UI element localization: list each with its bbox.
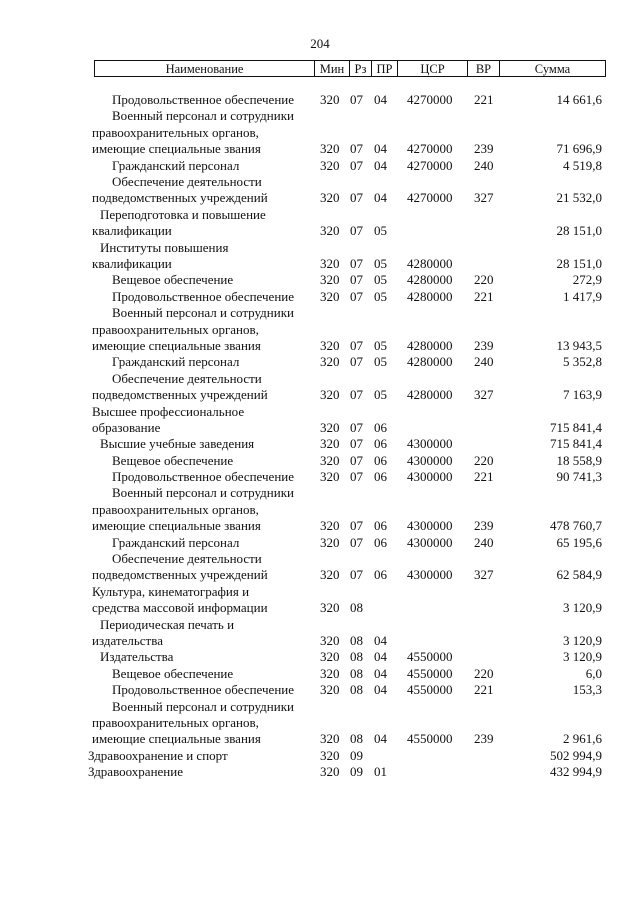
row-name-line: подведомственных учреждений xyxy=(92,387,268,403)
row-sum: 14 661,6 xyxy=(556,92,602,107)
row-csr: 4550000 xyxy=(407,682,453,698)
table-row xyxy=(0,174,640,207)
row-csr: 4550000 xyxy=(407,731,453,747)
row-sum: 715 841,4 xyxy=(550,436,602,452)
row-vr: 220 xyxy=(474,272,494,288)
row-sum: 90 741,3 xyxy=(556,469,602,485)
row-min: 320 xyxy=(320,157,340,173)
table-row xyxy=(0,682,640,698)
row-vr: 221 xyxy=(474,92,494,107)
row-rz: 07 xyxy=(350,567,363,583)
table-row xyxy=(0,551,640,584)
table-row xyxy=(0,289,640,305)
row-rz: 07 xyxy=(350,337,363,353)
row-min: 320 xyxy=(320,747,340,763)
row-min: 320 xyxy=(320,518,340,534)
row-vr: 221 xyxy=(474,469,494,485)
row-sum: 65 195,6 xyxy=(556,534,602,550)
row-name-line: образование xyxy=(92,419,161,435)
row-vr: 327 xyxy=(474,567,494,583)
header-csr: ЦСР xyxy=(397,61,467,76)
row-min: 320 xyxy=(320,255,340,271)
row-csr: 4300000 xyxy=(407,436,453,452)
row-sum: 1 417,9 xyxy=(563,288,602,304)
table-row xyxy=(0,617,640,650)
row-vr: 239 xyxy=(474,141,494,157)
row-name-line: имеющие специальные звания xyxy=(92,731,261,747)
row-sum: 6,0 xyxy=(585,665,602,681)
row-rz: 08 xyxy=(350,600,363,616)
row-vr: 221 xyxy=(474,682,494,698)
row-csr: 4550000 xyxy=(407,649,453,665)
row-min: 320 xyxy=(320,272,340,288)
row-csr: 4300000 xyxy=(407,534,453,550)
row-csr: 4300000 xyxy=(407,452,453,468)
row-min: 320 xyxy=(320,567,340,583)
row-csr: 4270000 xyxy=(407,92,453,107)
row-vr: 327 xyxy=(474,387,494,403)
row-vr: 239 xyxy=(474,518,494,534)
row-name-line: Высшие учебные заведения xyxy=(100,436,255,452)
table-row xyxy=(0,764,640,780)
row-name-line: Культура, кинематография и xyxy=(92,583,250,599)
row-name-line: Гражданский персонал xyxy=(112,157,240,173)
table-header xyxy=(94,60,606,77)
row-csr: 4280000 xyxy=(407,354,453,370)
row-pr: 05 xyxy=(374,387,387,403)
row-sum: 13 943,5 xyxy=(556,337,602,353)
table-row xyxy=(0,748,640,764)
row-pr: 05 xyxy=(374,288,387,304)
row-vr: 240 xyxy=(474,157,494,173)
row-min: 320 xyxy=(320,436,340,452)
row-name-line: имеющие специальные звания xyxy=(92,141,261,157)
row-sum: 62 584,9 xyxy=(556,567,602,583)
row-name-line: Гражданский персонал xyxy=(112,534,240,550)
row-name-line: Военный персонал и сотрудники xyxy=(112,305,294,321)
row-sum: 28 151,0 xyxy=(556,255,602,271)
row-rz: 07 xyxy=(350,419,363,435)
row-pr: 01 xyxy=(374,764,387,780)
row-sum: 3 120,9 xyxy=(563,600,602,616)
row-rz: 07 xyxy=(350,141,363,157)
row-pr: 04 xyxy=(374,190,387,206)
row-name-line: квалификации xyxy=(92,255,172,271)
row-min: 320 xyxy=(320,288,340,304)
row-min: 320 xyxy=(320,419,340,435)
row-name-line: Военный персонал и сотрудники xyxy=(112,485,294,501)
row-name-line: Здравоохранение xyxy=(88,764,183,780)
table-row xyxy=(0,699,640,748)
row-sum: 3 120,9 xyxy=(563,633,602,649)
row-csr: 4300000 xyxy=(407,518,453,534)
table-body xyxy=(0,92,640,781)
row-min: 320 xyxy=(320,633,340,649)
header-name: Наименование xyxy=(165,62,244,76)
row-pr: 06 xyxy=(374,567,387,583)
row-pr: 05 xyxy=(374,337,387,353)
row-pr: 04 xyxy=(374,141,387,157)
table-row xyxy=(0,305,640,354)
row-name-line: имеющие специальные звания xyxy=(92,518,261,534)
row-rz: 09 xyxy=(350,764,363,780)
row-name-line: Вещевое обеспечение xyxy=(112,452,234,468)
row-min: 320 xyxy=(320,141,340,157)
row-rz: 07 xyxy=(350,387,363,403)
row-rz: 08 xyxy=(350,649,363,665)
row-name-line: Высшее профессиональное xyxy=(92,403,245,419)
row-pr: 05 xyxy=(374,223,387,239)
row-min: 320 xyxy=(320,764,340,780)
row-rz: 08 xyxy=(350,633,363,649)
row-rz: 08 xyxy=(350,731,363,747)
table-row xyxy=(0,584,640,617)
row-name-line: Военный персонал и сотрудники xyxy=(112,108,294,124)
row-name-line: Вещевое обеспечение xyxy=(112,272,234,288)
row-csr: 4280000 xyxy=(407,288,453,304)
row-rz: 07 xyxy=(350,223,363,239)
row-rz: 07 xyxy=(350,157,363,173)
row-csr: 4270000 xyxy=(407,190,453,206)
row-pr: 04 xyxy=(374,682,387,698)
row-min: 320 xyxy=(320,223,340,239)
row-sum: 478 760,7 xyxy=(550,518,602,534)
row-name-line: издательства xyxy=(92,633,163,649)
header-vr: ВР xyxy=(467,61,499,76)
row-sum: 272,9 xyxy=(572,272,602,288)
row-name-line: Продовольственное обеспечение xyxy=(112,92,294,107)
row-csr: 4300000 xyxy=(407,567,453,583)
row-name-line: подведомственных учреждений xyxy=(92,567,268,583)
row-name-line: Здравоохранение и спорт xyxy=(88,747,228,763)
row-name-line: Издательства xyxy=(100,649,174,665)
row-vr: 239 xyxy=(474,731,494,747)
row-rz: 08 xyxy=(350,682,363,698)
row-pr: 04 xyxy=(374,92,387,107)
row-name-line: средства массовой информации xyxy=(92,600,268,616)
row-min: 320 xyxy=(320,190,340,206)
row-min: 320 xyxy=(320,452,340,468)
row-name-line: квалификации xyxy=(92,223,172,239)
row-name-line: правоохранительных органов, xyxy=(92,501,259,517)
row-sum: 18 558,9 xyxy=(556,452,602,468)
row-sum: 153,3 xyxy=(572,682,602,698)
table-row xyxy=(0,272,640,288)
table-row xyxy=(0,404,640,437)
row-sum: 502 994,9 xyxy=(550,747,602,763)
row-csr: 4270000 xyxy=(407,141,453,157)
row-rz: 07 xyxy=(350,354,363,370)
table-row xyxy=(0,371,640,404)
row-csr: 4300000 xyxy=(407,469,453,485)
row-csr: 4280000 xyxy=(407,272,453,288)
row-name-line: Военный персонал и сотрудники xyxy=(112,698,294,714)
row-sum: 4 519,8 xyxy=(563,157,602,173)
row-name-line: правоохранительных органов, xyxy=(92,715,259,731)
row-min: 320 xyxy=(320,469,340,485)
header-sum: Сумма xyxy=(499,61,605,76)
row-csr: 4550000 xyxy=(407,665,453,681)
row-name-line: Обеспечение деятельности xyxy=(112,370,262,386)
row-rz: 09 xyxy=(350,747,363,763)
row-rz: 07 xyxy=(350,190,363,206)
row-name-line: имеющие специальные звания xyxy=(92,337,261,353)
row-vr: 240 xyxy=(474,534,494,550)
row-sum: 21 532,0 xyxy=(556,190,602,206)
row-vr: 327 xyxy=(474,190,494,206)
table-row xyxy=(0,535,640,551)
row-min: 320 xyxy=(320,534,340,550)
row-vr: 220 xyxy=(474,452,494,468)
row-vr: 239 xyxy=(474,337,494,353)
row-sum: 7 163,9 xyxy=(563,387,602,403)
row-pr: 06 xyxy=(374,469,387,485)
row-name-line: правоохранительных органов, xyxy=(92,321,259,337)
header-min: Мин xyxy=(314,61,349,76)
row-csr: 4280000 xyxy=(407,387,453,403)
row-vr: 221 xyxy=(474,288,494,304)
row-min: 320 xyxy=(320,600,340,616)
table-row xyxy=(0,92,640,108)
row-name-line: Обеспечение деятельности xyxy=(112,173,262,189)
row-pr: 06 xyxy=(374,452,387,468)
row-rz: 07 xyxy=(350,518,363,534)
table-row xyxy=(0,469,640,485)
row-name-line: подведомственных учреждений xyxy=(92,190,268,206)
row-csr: 4280000 xyxy=(407,337,453,353)
table-row xyxy=(0,485,640,534)
row-min: 320 xyxy=(320,92,340,107)
row-pr: 05 xyxy=(374,272,387,288)
row-sum: 3 120,9 xyxy=(563,649,602,665)
table-row xyxy=(0,649,640,665)
row-pr: 05 xyxy=(374,354,387,370)
table-row xyxy=(0,207,640,240)
table-row xyxy=(0,240,640,273)
row-min: 320 xyxy=(320,354,340,370)
table-row xyxy=(0,666,640,682)
row-vr: 220 xyxy=(474,665,494,681)
row-name-line: Обеспечение деятельности xyxy=(112,551,262,567)
row-rz: 07 xyxy=(350,469,363,485)
row-pr: 06 xyxy=(374,534,387,550)
row-name-line: Продовольственное обеспечение xyxy=(112,288,294,304)
row-name-line: Переподготовка и повышение xyxy=(100,206,266,222)
row-name-line: Периодическая печать и xyxy=(100,616,235,632)
header-rz: Рз xyxy=(349,61,371,76)
row-min: 320 xyxy=(320,665,340,681)
row-name-line: правоохранительных органов, xyxy=(92,124,259,140)
row-name-line: Продовольственное обеспечение xyxy=(112,682,294,698)
row-pr: 04 xyxy=(374,649,387,665)
row-sum: 432 994,9 xyxy=(550,764,602,780)
row-sum: 715 841,4 xyxy=(550,419,602,435)
row-name-line: Институты повышения xyxy=(100,239,229,255)
page-number: 204 xyxy=(310,36,330,51)
row-pr: 06 xyxy=(374,518,387,534)
row-sum: 2 961,6 xyxy=(563,731,602,747)
row-pr: 06 xyxy=(374,436,387,452)
table-row xyxy=(0,354,640,370)
row-pr: 06 xyxy=(374,419,387,435)
row-rz: 07 xyxy=(350,534,363,550)
row-min: 320 xyxy=(320,731,340,747)
row-name-line: Вещевое обеспечение xyxy=(112,665,234,681)
row-vr: 240 xyxy=(474,354,494,370)
row-min: 320 xyxy=(320,337,340,353)
table-row xyxy=(0,158,640,174)
table-row xyxy=(0,436,640,452)
row-pr: 04 xyxy=(374,157,387,173)
row-sum: 5 352,8 xyxy=(563,354,602,370)
row-sum: 28 151,0 xyxy=(556,223,602,239)
row-pr: 04 xyxy=(374,633,387,649)
row-pr: 04 xyxy=(374,731,387,747)
row-sum: 71 696,9 xyxy=(556,141,602,157)
row-rz: 07 xyxy=(350,288,363,304)
row-pr: 04 xyxy=(374,665,387,681)
row-rz: 07 xyxy=(350,436,363,452)
row-min: 320 xyxy=(320,682,340,698)
header-pr: ПР xyxy=(371,61,397,76)
table-row xyxy=(0,453,640,469)
row-rz: 08 xyxy=(350,665,363,681)
row-rz: 07 xyxy=(350,272,363,288)
row-name-line: Продовольственное обеспечение xyxy=(112,469,294,485)
row-rz: 07 xyxy=(350,92,363,107)
row-rz: 07 xyxy=(350,452,363,468)
row-csr: 4280000 xyxy=(407,255,453,271)
row-rz: 07 xyxy=(350,255,363,271)
row-csr: 4270000 xyxy=(407,157,453,173)
row-min: 320 xyxy=(320,387,340,403)
row-pr: 05 xyxy=(374,255,387,271)
row-name-line: Гражданский персонал xyxy=(112,354,240,370)
row-min: 320 xyxy=(320,649,340,665)
table-row xyxy=(0,108,640,157)
